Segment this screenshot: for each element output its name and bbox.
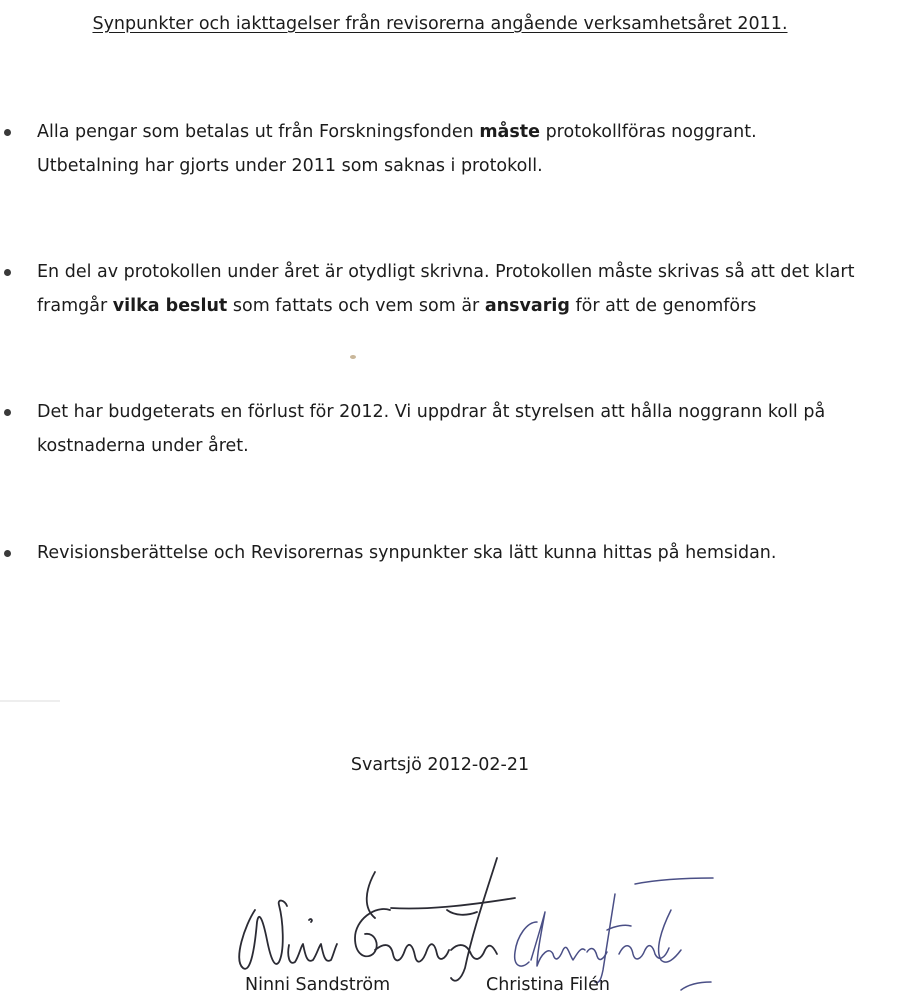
- signature-christina: [515, 878, 713, 990]
- bullet-item-3: [0, 395, 900, 463]
- bullet-dot: [4, 129, 11, 136]
- signatures-image: [215, 850, 715, 991]
- scan-speck: [350, 355, 356, 359]
- signatory-name-1: Ninni Sandström: [245, 975, 391, 991]
- bullet-1-line-1: Alla pengar som betalas ut från Forskningsfonden måste protokollföras noggrant.: [37, 122, 757, 142]
- bullet-dot: [4, 409, 11, 416]
- bullet-1-line-2: Utbetalning har gjorts under 2011 som saknas i protokoll.: [37, 156, 543, 176]
- signatory-name-2: Christina Filén: [486, 975, 610, 991]
- bullet-2-line-1: En del av protokollen under året är otydligt skrivna. Protokollen måste skrivas så att det klart: [37, 262, 855, 282]
- bullet-2-line-2: framgår vilka beslut som fattats och vem som är ansvarig för att de genomförs: [37, 296, 757, 316]
- document-title: Synpunkter och iakttagelser från revisorerna angående verksamhetsåret 2011.: [92, 14, 788, 34]
- bullet-dot: [4, 550, 11, 557]
- bullet-dot: [4, 269, 11, 276]
- bullet-3-line-2: kostnaderna under året.: [37, 436, 249, 456]
- bullet-3-line-1: Det har budgeterats en förlust för 2012. Vi uppdrar åt styrelsen att hålla noggrann koll på: [37, 402, 826, 422]
- place-and-date: Svartsjö 2012-02-21: [350, 755, 530, 775]
- signature-ninni: [239, 858, 515, 981]
- bullet-item-2: [0, 255, 900, 323]
- bullet-4-line-1: Revisionsberättelse och Revisorernas synpunkter ska lätt kunna hittas på hemsidan.: [37, 543, 777, 563]
- scan-artifact: [0, 700, 60, 702]
- bullet-item-4: [0, 536, 900, 570]
- bullet-item-1: [0, 115, 900, 183]
